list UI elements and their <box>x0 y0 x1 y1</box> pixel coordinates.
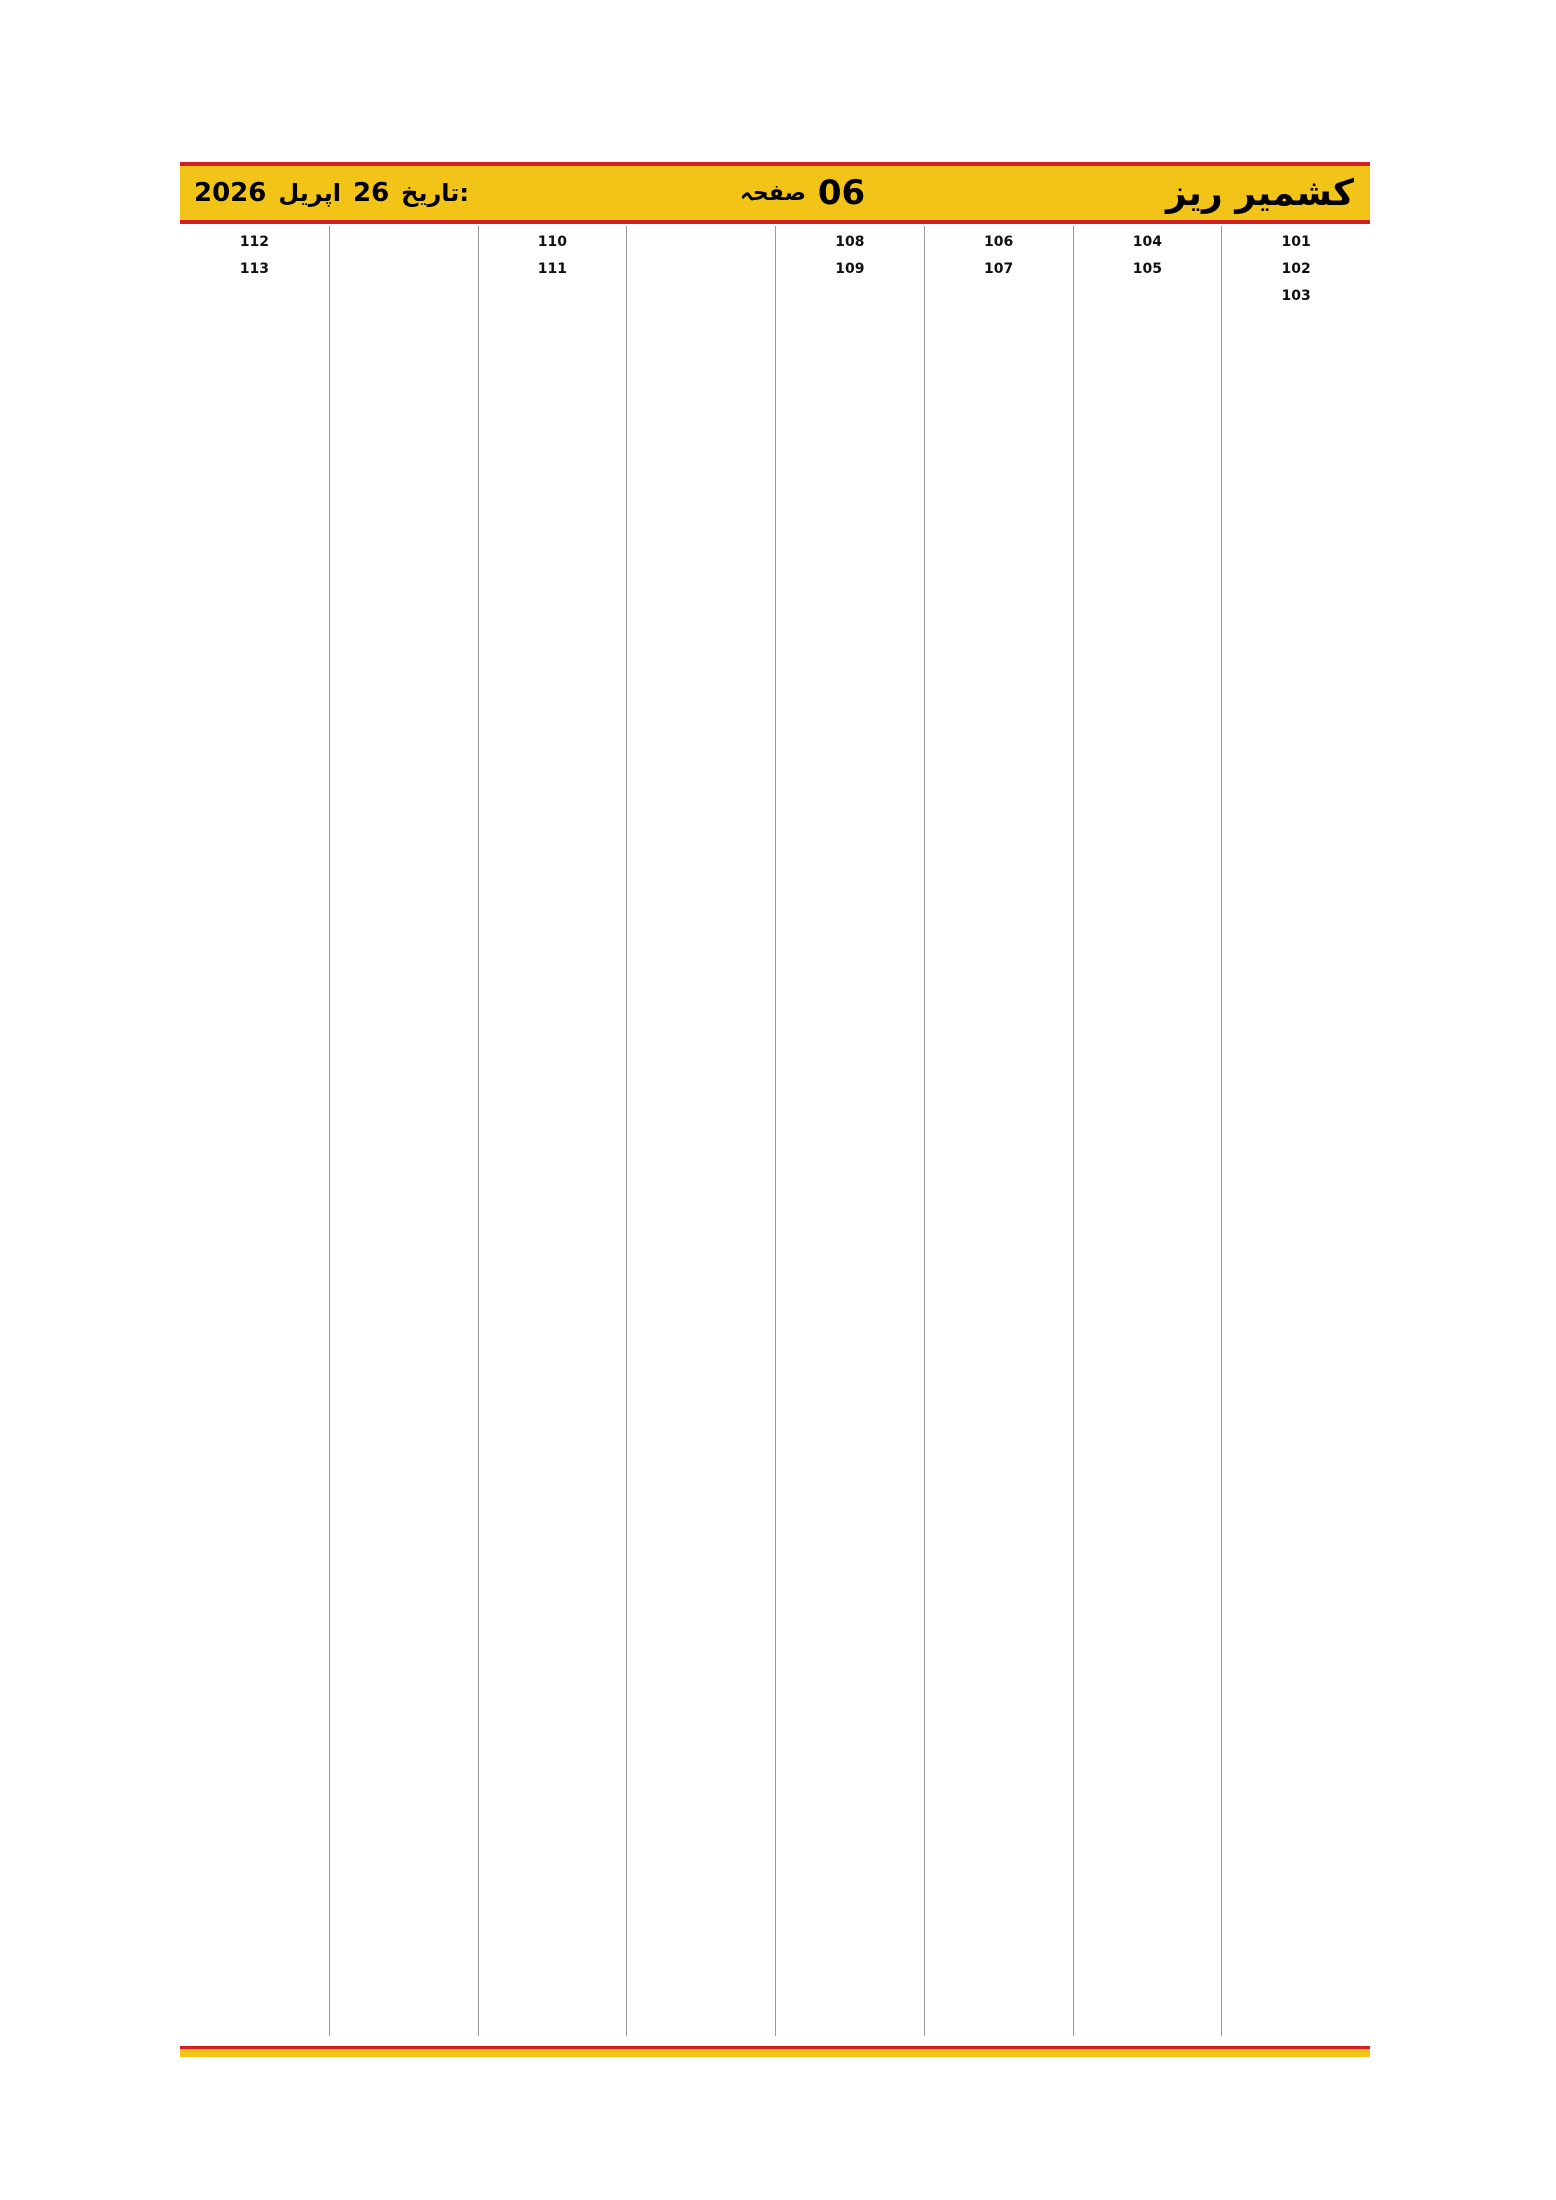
news-columns <box>180 226 1370 2036</box>
story-number: 104 <box>1132 234 1162 250</box>
issue-date <box>194 166 469 220</box>
news-story <box>931 259 1067 280</box>
story-number: 109 <box>835 261 865 277</box>
news-column <box>1221 226 1370 2036</box>
story-number: 111 <box>537 261 567 277</box>
page-indicator <box>740 166 865 220</box>
news-story <box>485 259 621 280</box>
news-column <box>478 226 627 2036</box>
news-column <box>626 226 775 2036</box>
news-column <box>1073 226 1222 2036</box>
page-footer-band <box>180 2046 1370 2057</box>
page-label: صفحہ <box>740 180 806 206</box>
news-story <box>1080 259 1216 280</box>
news-story <box>782 259 918 280</box>
story-number: 102 <box>1281 261 1311 277</box>
news-story <box>485 232 621 253</box>
news-story <box>1228 259 1364 280</box>
story-number: 106 <box>984 234 1014 250</box>
news-story <box>1228 232 1364 253</box>
news-column <box>180 226 329 2036</box>
news-story <box>186 259 323 280</box>
news-column <box>924 226 1073 2036</box>
story-number: 101 <box>1281 234 1311 250</box>
news-story <box>1080 232 1216 253</box>
news-story <box>782 232 918 253</box>
story-number: 105 <box>1132 261 1162 277</box>
newspaper-page <box>180 150 1370 2060</box>
news-story <box>931 232 1067 253</box>
page-header <box>180 162 1370 224</box>
news-story <box>186 232 323 253</box>
date-label: تاریخ: <box>401 179 469 207</box>
news-story <box>1228 286 1364 307</box>
story-number: 110 <box>537 234 567 250</box>
story-number: 113 <box>239 261 269 277</box>
date-year: 2026 <box>194 178 267 208</box>
story-number: 112 <box>239 234 269 250</box>
masthead-title: کشمیر ریز <box>1166 172 1354 214</box>
story-number: 107 <box>984 261 1014 277</box>
news-column <box>775 226 924 2036</box>
date-day: 26 <box>352 178 390 208</box>
news-column <box>329 226 478 2036</box>
page-number: 06 <box>817 173 866 213</box>
date-month: اپریل <box>278 179 341 207</box>
story-number: 108 <box>835 234 865 250</box>
story-number: 103 <box>1281 288 1311 304</box>
